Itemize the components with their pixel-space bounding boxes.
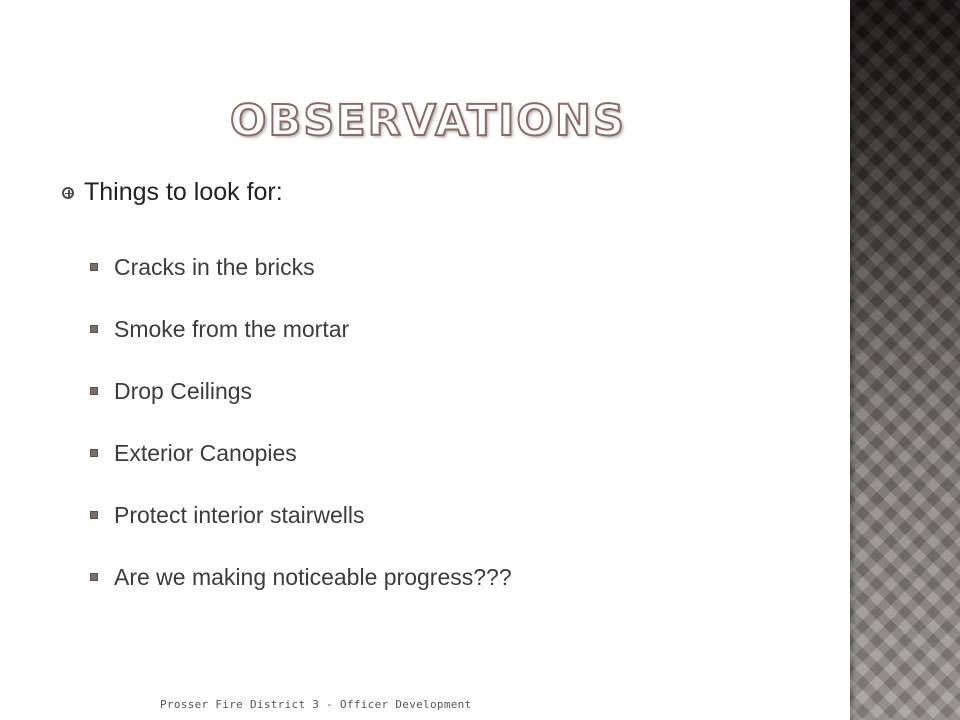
list-item	[90, 422, 512, 484]
square-icon	[90, 573, 98, 581]
square-icon	[90, 263, 98, 271]
list-item	[90, 298, 512, 360]
sub-bullet-text: Are we making noticeable progress???	[114, 563, 512, 590]
sub-bullet-list	[90, 236, 512, 608]
sub-bullet-text: Cracks in the bricks	[114, 253, 315, 280]
slide-title: OBSERVATIONS	[230, 96, 626, 146]
list-item	[90, 484, 512, 546]
square-icon	[90, 387, 98, 395]
list-item	[90, 546, 512, 608]
circled-plus-icon	[62, 187, 74, 199]
sub-bullet-text: Smoke from the mortar	[114, 315, 350, 342]
main-bullet-text: Things to look for:	[84, 178, 283, 206]
square-icon	[90, 449, 98, 457]
decorative-side-panel	[850, 0, 960, 720]
main-bullet	[62, 178, 283, 207]
list-item	[90, 360, 512, 422]
list-item	[90, 236, 512, 298]
square-icon	[90, 511, 98, 519]
sub-bullet-text: Protect interior stairwells	[114, 501, 365, 528]
square-icon	[90, 325, 98, 333]
side-panel-shadow	[850, 0, 856, 720]
slide-footer: Prosser Fire District 3 - Officer Development	[160, 698, 472, 711]
sub-bullet-text: Drop Ceilings	[114, 377, 253, 404]
sub-bullet-text: Exterior Canopies	[114, 439, 297, 466]
